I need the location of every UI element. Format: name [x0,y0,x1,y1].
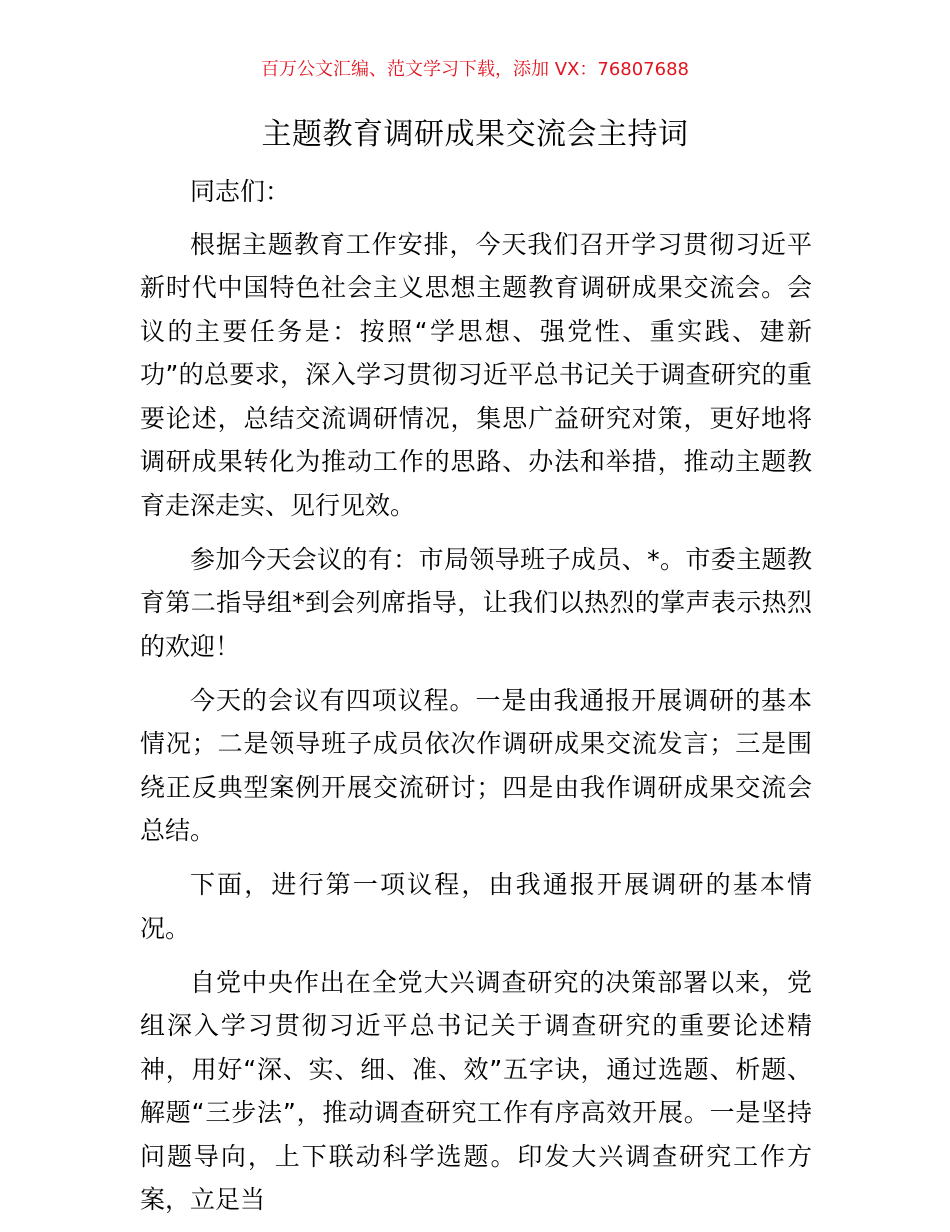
paragraph-first-item: 下面，进行第一项议程，由我通报开展调研的基本情况。 [140,870,812,943]
document-title: 主题教育调研成果交流会主持词 [261,117,689,152]
paragraph-intro: 根据主题教育工作安排，今天我们召开学习贯彻习近平新时代中国特色社会主义思想主题教育调研成果交流会。会议的主要任务是：按照“学思想、强党性、重实践、建新功”的总要求，深入学习贯彻习近平总书记关于调查研究的重要论述，总结交流调研情况，集思广益研究对策，更好地将调研成果转化为推动工作的思路、办法和举措，推动主题教育走深走实、见行见效。 [140,229,812,520]
paragraph-attendees: 参加今天会议的有：市局领导班子成员、*。市委主题教育第二指导组*到会列席指导，让我们以热烈的掌声表示热烈的欢迎！ [140,544,812,661]
watermark-banner: 百万公文汇编、范文学习下载，添加 VX：76807688 [261,59,689,80]
salutation: 同志们： [190,177,291,206]
paragraph-report: 自党中央作出在全党大兴调查研究的决策部署以来，党组深入学习贯彻习近平总书记关于调查研究的重要论述精神，用好“深、实、细、准、效”五字诀，通过选题、析题、解题“三步法”，推动调查研究工作有序高效开展。一是坚持问题导向，上下联动科学选题。印发大兴调查研究工作方案，立足当 [140,967,812,1214]
document-body [140,170,812,1232]
paragraph-agenda: 今天的会议有四项议程。一是由我通报开展调研的基本情况；二是领导班子成员依次作调研成果交流发言；三是围绕正反典型案例开展交流研讨；四是由我作调研成果交流会总结。 [140,685,812,845]
